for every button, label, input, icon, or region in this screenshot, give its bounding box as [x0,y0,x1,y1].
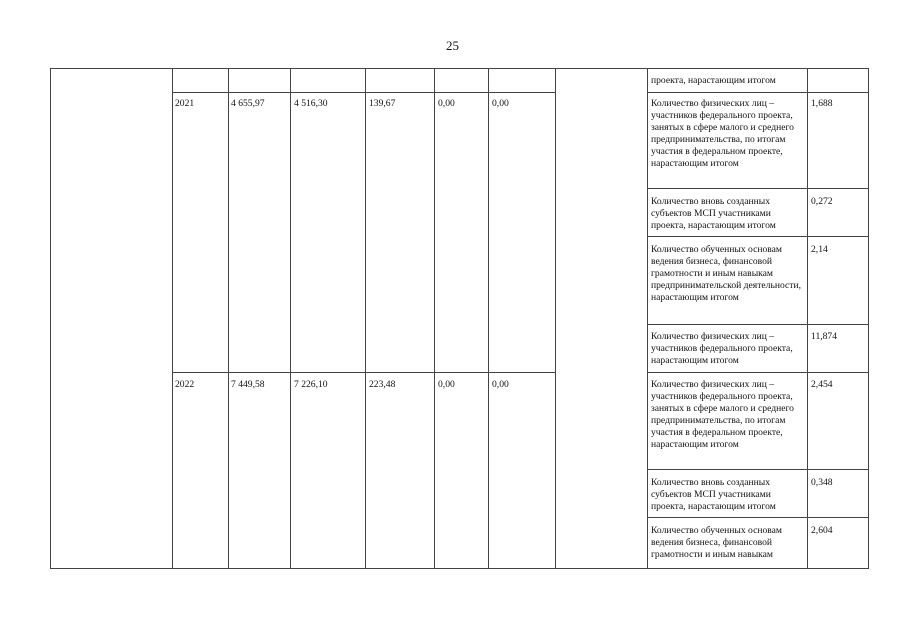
indicator-text: Количество вновь созданных субъектов МСП участниками проекта, нарастающим итогом [651,477,776,512]
amount-cell: 139,67 [369,98,396,109]
indicator-text: Количество физических лиц – участников федерального проекта, нарастающим итогом [651,331,793,366]
amount-cell: 0,00 [492,98,509,109]
indicator-value: 0,348 [811,477,833,488]
col-divider [228,68,229,569]
indicator-value: 2,604 [811,525,833,536]
row-divider [172,372,556,373]
indicator-value: 0,272 [811,196,833,207]
row-divider [172,92,556,93]
indicator-text: Количество вновь созданных субъектов МСП участниками проекта, нарастающим итогом [651,196,776,231]
row-divider [647,188,869,189]
amount-cell: 0,00 [438,98,455,109]
year-cell: 2022 [175,379,195,390]
col-divider [290,68,291,569]
col-divider [365,68,366,569]
col-divider [172,68,173,569]
amount-cell: 0,00 [438,379,455,390]
amount-cell: 223,48 [369,379,396,390]
amount-cell: 4 516,30 [294,98,328,109]
indicator-text: Количество физических лиц – участников федерального проекта, занятых в сфере малого и среднего предпринимательства, по итогам участия в федеральном проекте, нарастающим итогом [651,379,794,450]
col-divider [555,68,556,569]
indicator-value: 2,454 [811,379,833,390]
indicator-value: 2,14 [811,244,828,255]
indicator-text: Количество физических лиц – участников федерального проекта, занятых в сфере малого и среднего предпринимательства, по итогам участия в федеральном проекте, нарастающим итогом [651,98,794,169]
amount-cell: 4 655,97 [231,98,265,109]
col-divider [434,68,435,569]
table-border-left [50,68,51,569]
row-divider [647,469,869,470]
indicator-value: 1,688 [811,98,833,109]
row-divider [647,236,869,237]
indicator-text: проекта, нарастающим итогом [651,75,776,86]
col-divider [647,68,648,569]
amount-cell: 0,00 [492,379,509,390]
row-divider [647,372,869,373]
page-number: 25 [446,38,459,53]
indicator-text: Количество обученных основам ведения бизнеса, финансовой грамотности и иным навыкам [651,525,783,560]
amount-cell: 7 449,58 [231,379,265,390]
indicator-text: Количество обученных основам ведения бизнеса, финансовой грамотности и иным навыкам предпринимательской деятельности, нарастающим итогом [651,244,801,303]
row-divider [647,517,869,518]
amount-cell: 7 226,10 [294,379,328,390]
row-divider [647,92,869,93]
indicator-value: 11,874 [811,331,838,342]
col-divider [488,68,489,569]
row-divider [647,324,869,325]
table-border-right [868,68,869,569]
col-divider [807,68,808,569]
year-cell: 2021 [175,98,195,109]
